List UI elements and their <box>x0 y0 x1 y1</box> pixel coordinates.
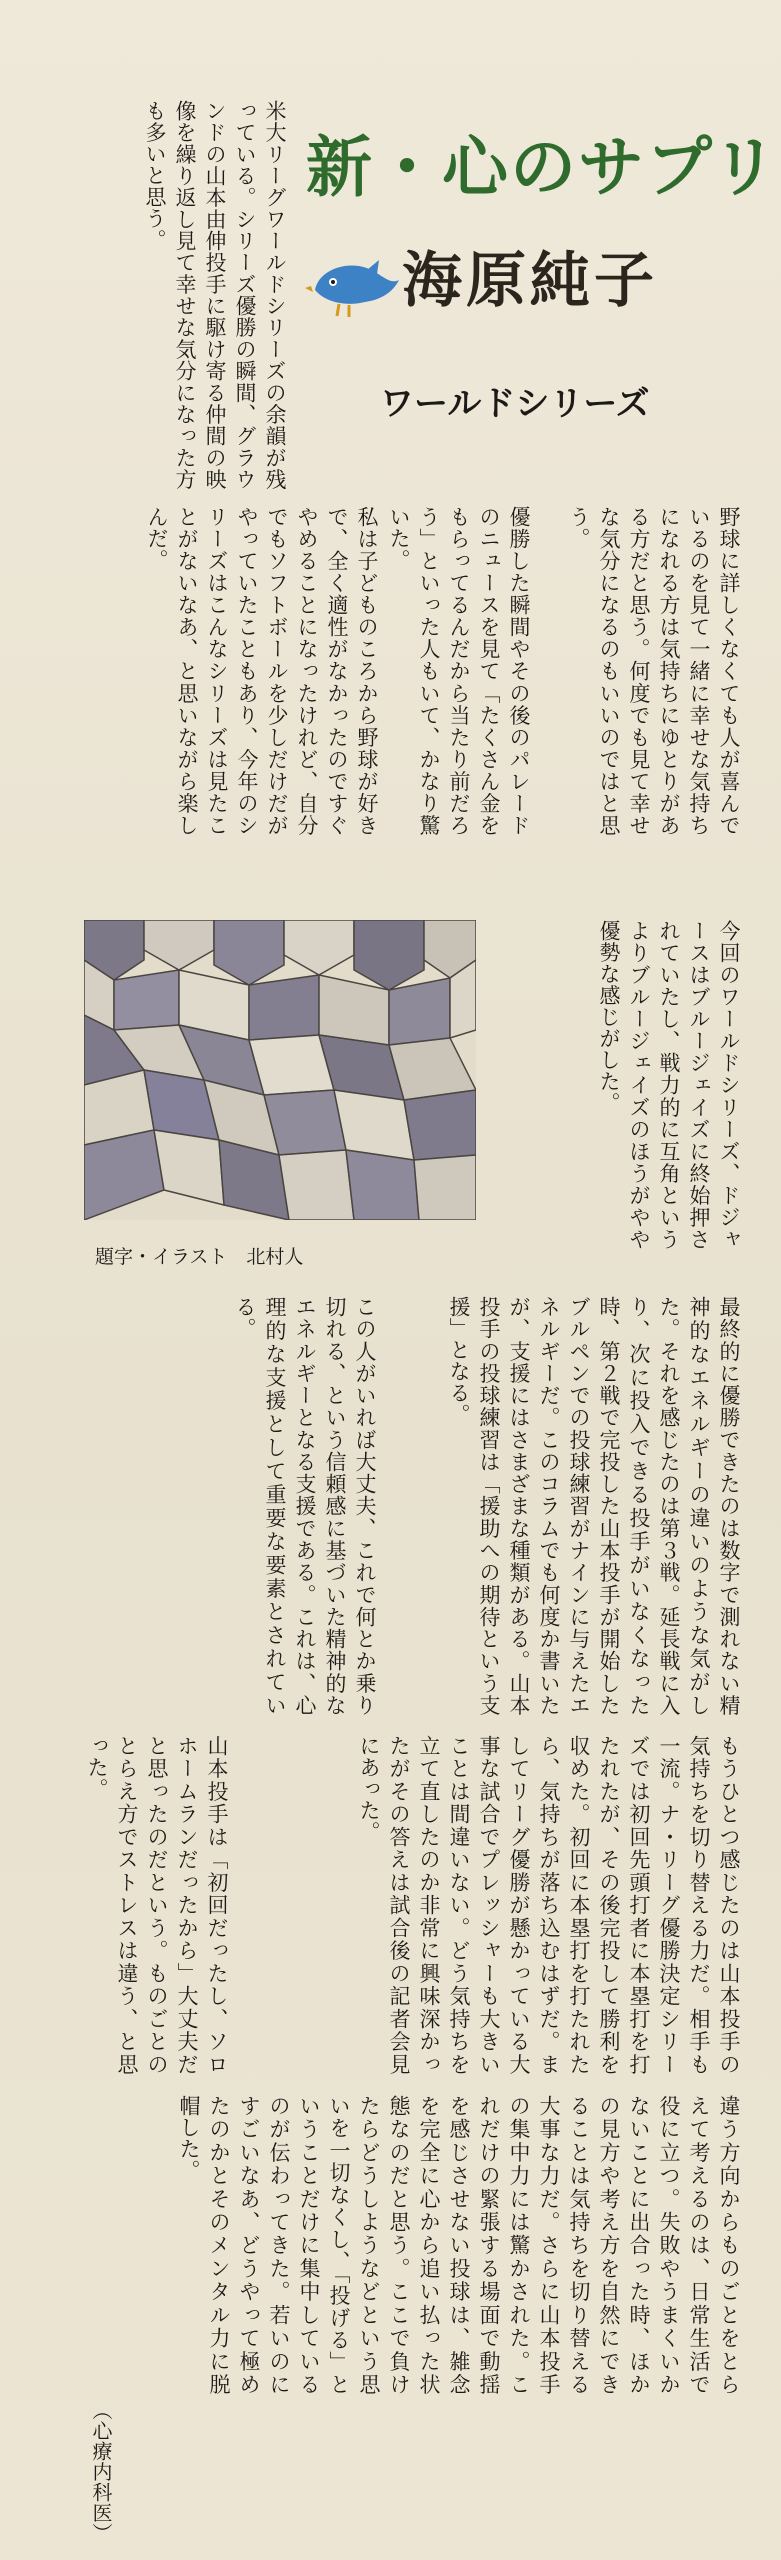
paragraph-4: 今回のワールドシリーズ、ドジャースはブルージェイズに終始押されていたし、戦力的に互角というよりブルージェイズのほうがやや優勢な感じがした。 <box>597 920 741 1250</box>
author-name: 海原純子 <box>402 246 658 316</box>
paragraph-6: この人がいれば大丈夫、これで何とか乗り切れる、という信頼感に基づいた精神的なエネルギーとなる支援である。これは、心理的な支援として重要な要素とされている。 <box>233 1296 377 1716</box>
paragraph-1: 野球に詳しくなくても人が喜んでいるのを見て一緒に幸せな気持ちになれる方は気持ちにゆとりがある方だと思う。何度でも見て幸せな気分になるのもいいのではと思う。 <box>567 506 741 836</box>
bird-icon <box>305 250 401 320</box>
article-subtitle: ワールドシリーズ <box>380 384 650 424</box>
intro-paragraph: 米大リーグワールドシリーズの余韻が残っている。シリーズ優勝の瞬間、グラウンドの山本由伸投手に駆け寄る仲間の映像を繰り返し見て幸せな気分になった方も多いと思う。 <box>143 100 287 490</box>
column-title: 新・心のサプリ <box>306 129 780 206</box>
paragraph-7: もうひとつ感じたのは山本投手の気持ちを切り替える力だ。相手も一流。ナ・リーグ優勝決定シリーズでは初回先頭打者に本塁打を打たれたが、その後完投して勝利を収めた。初回に本塁打を打たれたら、気持ちが落ち込むはずだ。ましてリーグ優勝が懸かっている大事な試合でプレッシャーも大きいことは間違いない。どう気持ちを立て直したのか非常に興味深かったがその答えは試合後の記者会見にあった。 <box>357 1735 741 2075</box>
paragraph-8: 山本投手は「初回だったし、ソロホームランだったから」大丈夫だと思ったのだという。ものごとのとらえ方でストレスは違う、と思った。 <box>85 1735 229 2075</box>
author-profession: （心療内科医） <box>89 2400 113 2544</box>
paragraph-9: 違う方向からものごとをとらえて考えるのは、日常生活で役に立つ。失敗やうまくいかないことに出合った時、ほかの見方や考え方を自然にできることは気持ちを切り替える大事な力だ。さらに山本投手の集中力には驚かされた。これだけの緊張する場面で動揺を感じさせない投球は、雑念を完全に心から追い払った状態なのだと思う。ここで負けたらどうしようなどという思いを一切なくし、「投げる」ということだけに集中しているのが伝わってきた。若いのにすごいなあ、どうやって極めたのかとそのメンタル力に脱帽した。 <box>177 2095 741 2395</box>
paragraph-5: 最終的に優勝できたのは数字で測れない精神的なエネルギーの違いのような気がした。それを感じたのは第３戦。延長戦に入り、次に投入できる投手がいなくなった時、第２戦で完投した山本投手が開始したブルペンでの投球練習がナインに与えたエネルギーだ。このコラムでも何度か書いたが、支援にはさまざまな種類がある。山本投手の投球練習は「援助への期待という支援」となる。 <box>447 1296 741 1716</box>
paragraph-2: 優勝した瞬間やその後のパレードのニュースを見て「たくさん金をもらってるんだから当たり前だろう」といった人もいて、かなり驚いた。 <box>387 506 531 836</box>
paragraph-3: 私は子どものころから野球が好きで、全く適性がなかったのですぐやめることになったけれど、自分でもソフトボールを少しだけだがやっていたこともあり、今年のシリーズはこんなシリーズは見たことがないなあ、と思いながら楽しんだ。 <box>145 506 379 836</box>
cube-pattern-illustration <box>84 920 476 1220</box>
illustration-credit: 題字・イラスト 北村人 <box>95 1246 304 1268</box>
